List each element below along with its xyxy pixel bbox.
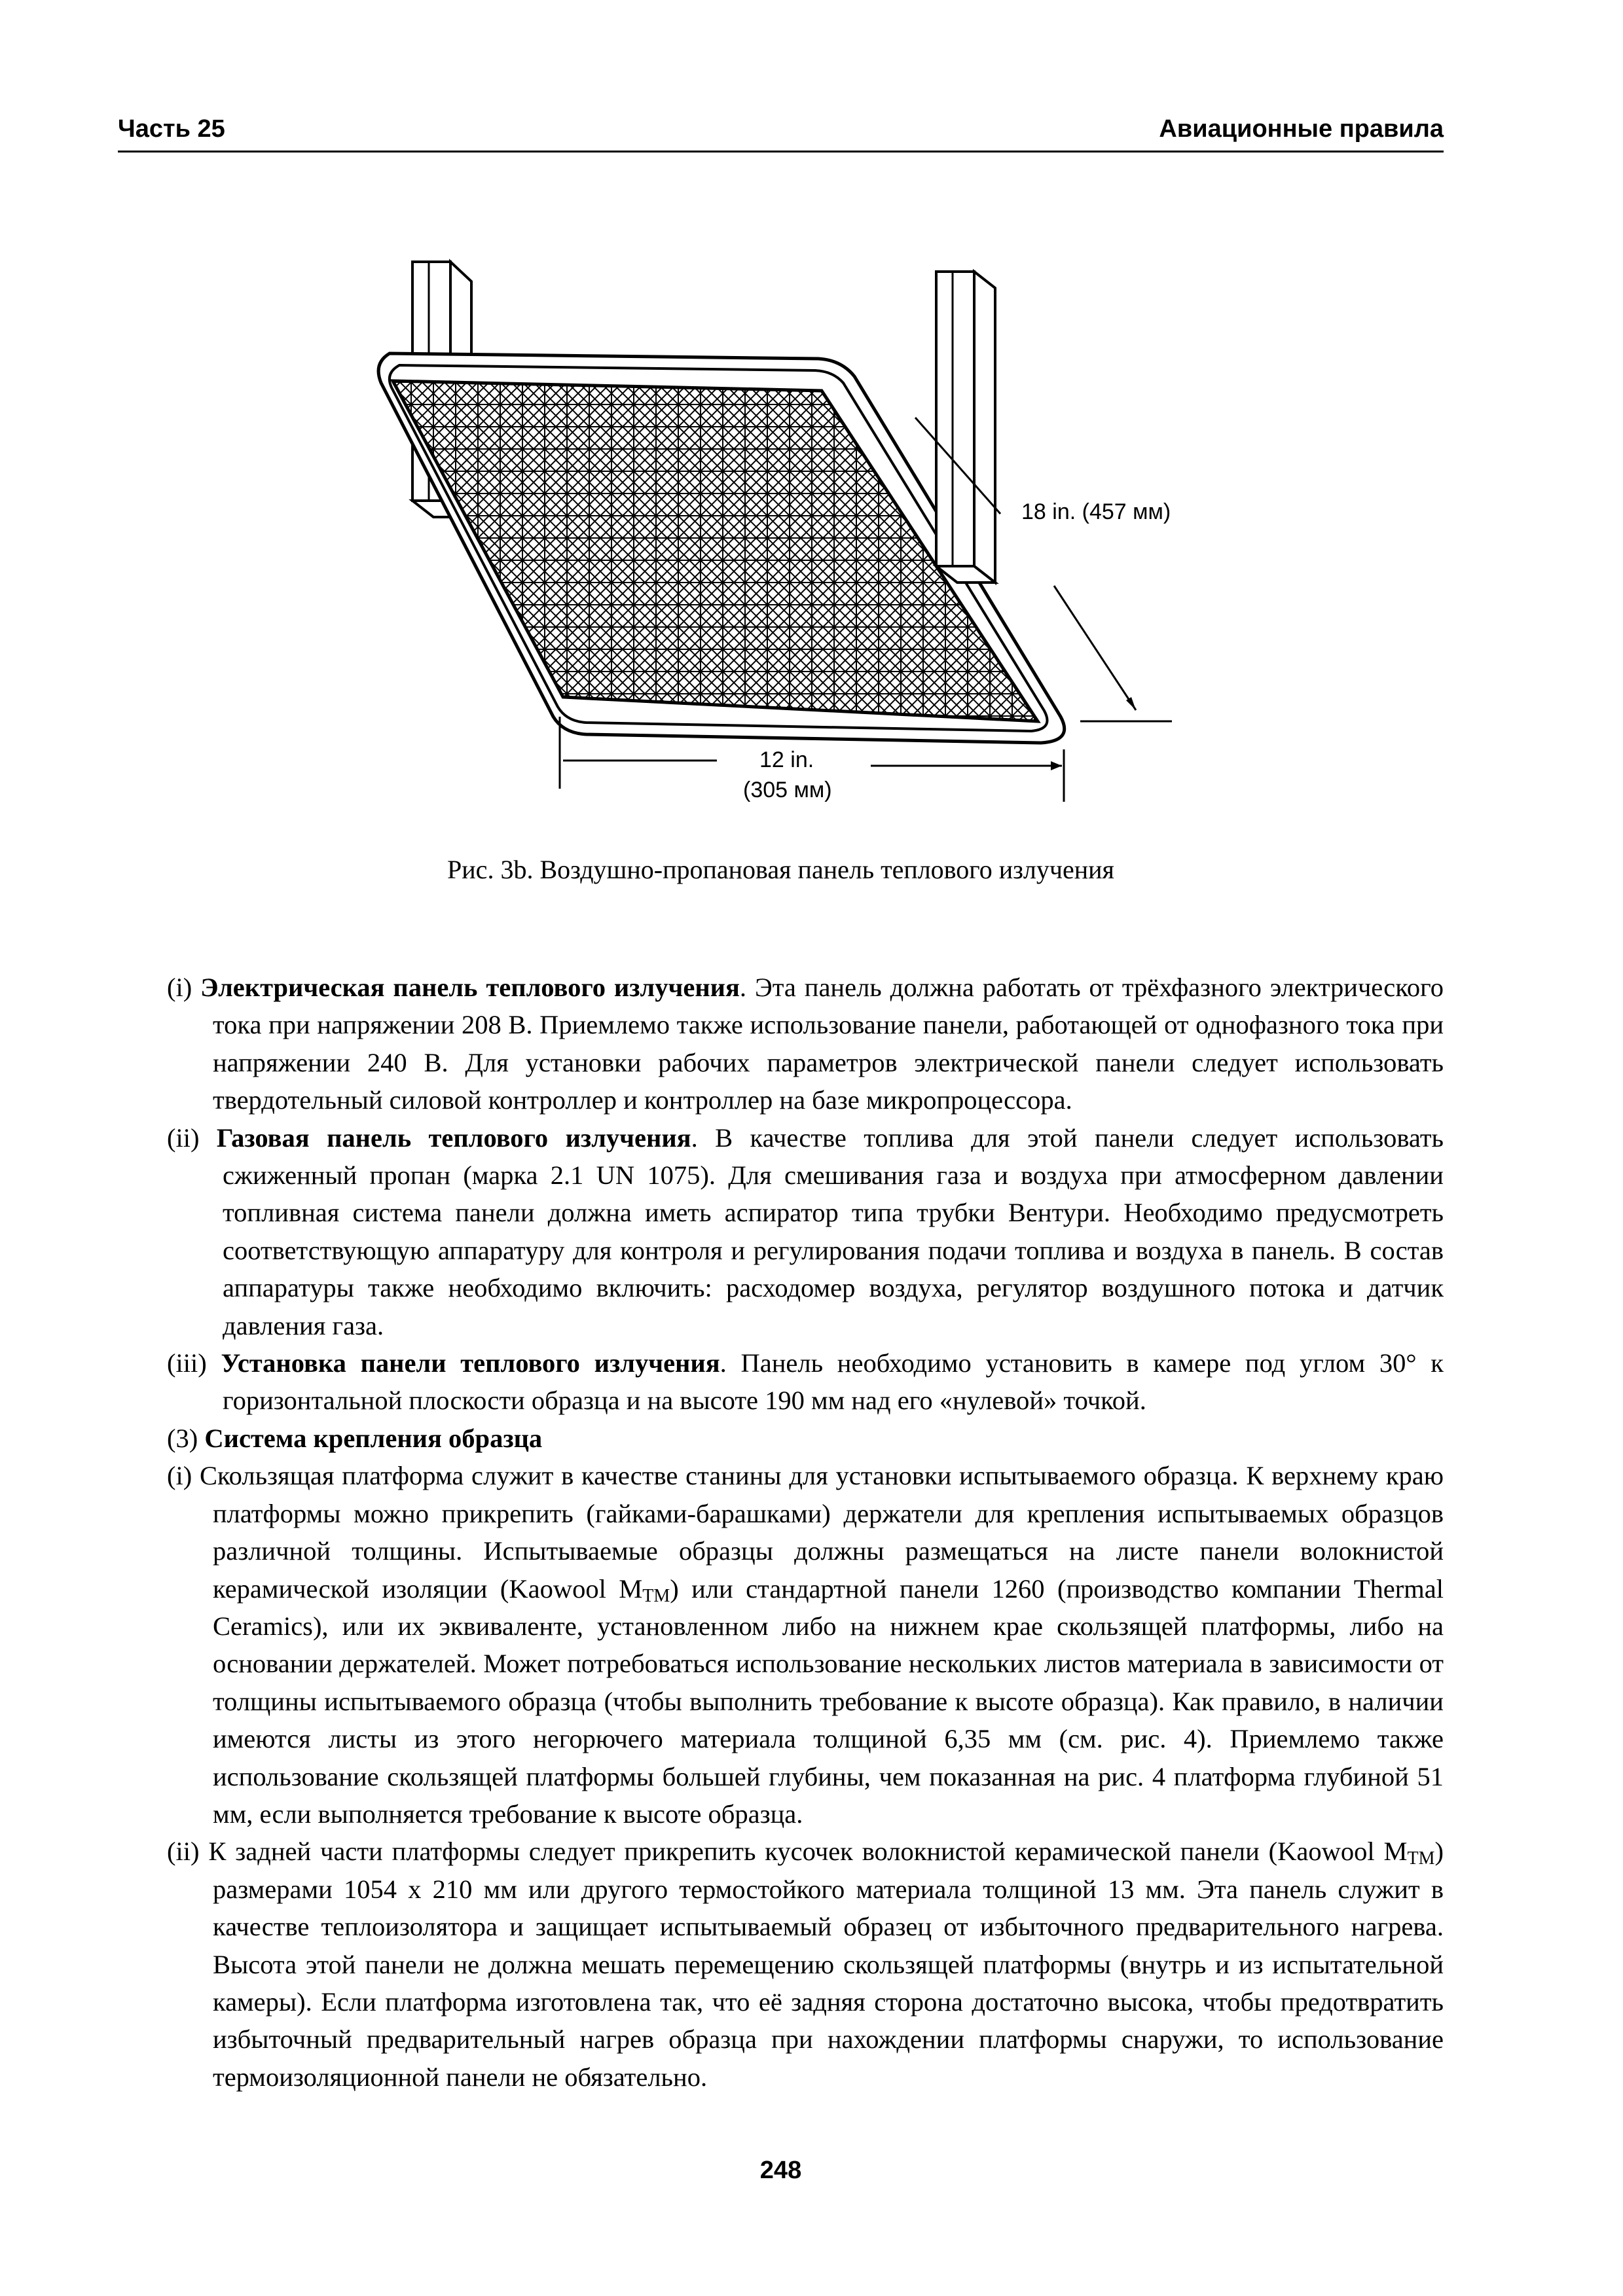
section-text: Скользящая платформа служит в качестве станины для установки испытываемого образца. К верхнему краю платформы можно прикрепить (гайками-барашками) держатели для крепления испытываемых образцов различной толщины. Испытываемые образцы должны размещаться на листе панели волокнистой керамической изоляции (Kaowool M: [200, 1461, 1444, 1604]
section-label: (i): [167, 1461, 200, 1491]
section-text: . Эта панель должна работать от трёхфазного электрического тока при напряжении 208 В. Приемлемо также использование панели, работающей от однофазного тока при напряжении 240 В. Для установки рабочих параметров электрической панели следует использовать твердотельный силовой контроллер и контроллер на базе микропроцессора.: [213, 973, 1444, 1115]
section-title: Установка панели теплового излучения: [221, 1348, 720, 1378]
header-title: Авиационные правила: [1159, 115, 1444, 143]
trademark-subscript: TM: [642, 1585, 670, 1606]
section-electric-panel: [167, 969, 1444, 1119]
section-sliding-platform: [167, 1457, 1444, 1833]
section-text: К задней части платформы следует прикрепить кусочек волокнистой керамической панели (Kaowool M: [208, 1837, 1408, 1867]
page-header: [118, 110, 1444, 152]
dim-bottom-mm-label: (305 мм): [743, 778, 832, 802]
right-post: [936, 272, 995, 583]
section-title: Система крепления образца: [204, 1423, 543, 1453]
header-part: Часть 25: [118, 115, 225, 143]
body-text: [167, 969, 1444, 2096]
section-gas-panel: [167, 1119, 1444, 1344]
page-number: 248: [759, 2157, 802, 2184]
section-text: . В качестве топлива для этой панели следует использовать сжиженный пропан (марка 2.1 UN 1075). Для смешивания газа и воздуха при атмосферном давлении топливная система панели должна иметь аспиратор типа трубки Вентури. Необходимо предусмотреть соответствующую аппаратуру для контроля и регулирования подачи топлива и воздуха в панель. В состав аппаратуры также необходимо включить: расходомер воздуха, регулятор воздушного потока и датчик давления газа.: [223, 1122, 1444, 1340]
trademark-subscript: TM: [1407, 1848, 1435, 1869]
section-label: (iii): [167, 1348, 221, 1378]
section-panel-installation: [167, 1344, 1444, 1420]
section-text: . Панель необходимо установить в камере под углом 30° к горизонтальной плоскости образца и на высоте 190 мм над его «нулевой» точкой.: [223, 1348, 1444, 1416]
figure-radiant-panel: [367, 249, 1218, 838]
section-label: (i): [167, 973, 201, 1002]
section-title: Электрическая панель теплового излучения: [200, 973, 740, 1002]
section-rear-panel: [167, 1833, 1444, 2096]
section-title: Газовая панель теплового излучения: [216, 1122, 691, 1153]
section-text: ) размерами 1054 х 210 мм или другого термостойкого материала толщиной 13 мм. Эта панель служит в качестве теплоизолятора и защищает испытываемый образец от избыточного предварительного нагрева. Высота этой панели не должна мешать перемещению скользящей платформы (внутрь и из испытательной камеры). Если платформа изготовлена так, что её задняя сторона достаточно высока, чтобы предотвратить избыточный предварительный нагрев образца при нахождении платформы снаружи, то использование термоизоляционной панели не обязательно.: [213, 1837, 1444, 2092]
dim-bottom-in-label: 12 in.: [759, 747, 814, 772]
dim-side-label: 18 in. (457 мм): [1021, 499, 1171, 524]
section-specimen-mount: [167, 1420, 1444, 1457]
figure-caption: Рис. 3b. Воздушно-пропановая панель теплового излучения: [447, 855, 1114, 884]
section-label: (ii): [167, 1122, 217, 1153]
section-text: ) или стандартной панели 1260 (производство компании Thermal Ceramics), или их эквиваленте, установленном либо на нижнем крае скользящей платформы, либо на основании держателей. Может потребоваться использование нескольких листов материала в зависимости от толщины испытываемого образца (чтобы выполнить требование к высоте образца). Как правило, в наличии имеются листы из этого негорючего материала толщиной 6,35 мм (см. рис. 4). Приемлемо также использование скользящей платформы большей глубины, чем показанная на рис. 4 платформа глубиной 51 мм, если выполняется требование к высоте образца.: [213, 1573, 1444, 1829]
section-label: (3): [167, 1423, 205, 1453]
section-label: (ii): [167, 1837, 209, 1867]
